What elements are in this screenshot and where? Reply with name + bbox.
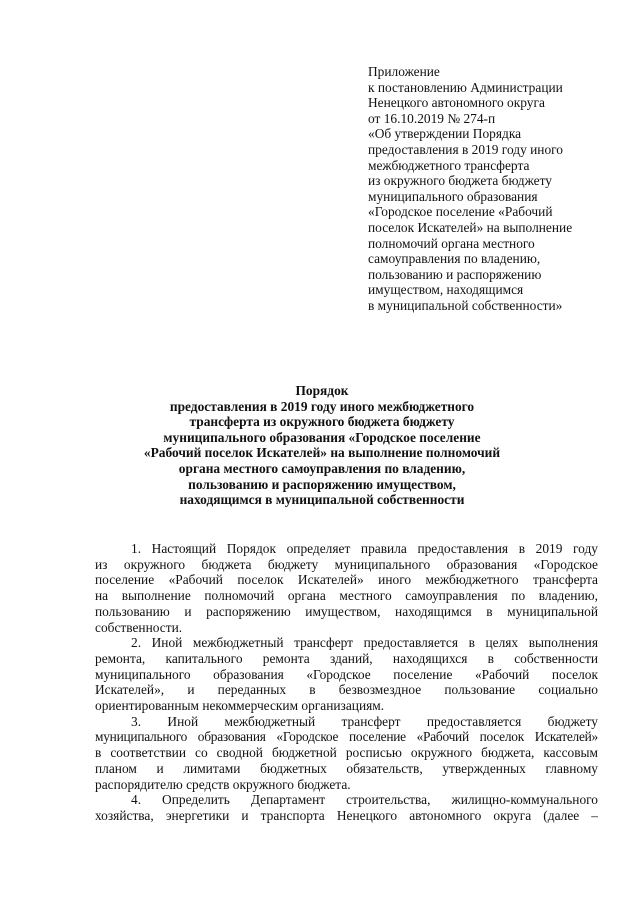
paragraph-line: хозяйства, энергетики и транспорта Ненецкого автономного округа (далее – bbox=[95, 807, 598, 823]
paragraph-line: 1. Настоящий Порядок определяет правила предоставления в 2019 году bbox=[131, 541, 598, 556]
appendix-line: Ненецкого автономного округа bbox=[368, 95, 545, 111]
paragraph-line: планом и лимитами бюджетных обязательств, утвержденных главному bbox=[95, 760, 598, 776]
title-line: предоставления в 2019 году иного межбюджетного bbox=[169, 398, 475, 414]
paragraph-line: 2. Иной межбюджетный трансферт предоставляется в целях выполнения bbox=[131, 635, 598, 651]
appendix-line: полномочий органа местного bbox=[368, 235, 535, 251]
document-title bbox=[80, 383, 564, 508]
paragraph-line: распорядителю средств окружного бюджета. bbox=[95, 776, 351, 792]
title-line: находящимся в муниципальной собственности bbox=[179, 492, 465, 508]
title-line: трансферта из окружного бюджета бюджету bbox=[189, 414, 455, 430]
paragraph-line: 3. Иной межбюджетный трансферт предоставляется бюджету bbox=[131, 713, 598, 729]
appendix-line: поселок Искателей» на выполнение bbox=[368, 219, 573, 235]
paragraph-line: в соответствии со сводной бюджетной росписью окружного бюджета, кассовым bbox=[95, 745, 598, 761]
appendix-line: из окружного бюджета бюджету bbox=[368, 173, 552, 189]
title-line: «Рабочий поселок Искателей» на выполнение полномочий bbox=[143, 445, 501, 461]
appendix-line: от 16.10.2019 № 274-п bbox=[368, 110, 496, 126]
appendix-line: предоставления в 2019 году иного bbox=[368, 141, 563, 157]
paragraph-line: из окружного бюджета бюджету муниципального образования «Городское bbox=[95, 556, 598, 572]
appendix-line: «Городское поселение «Рабочий bbox=[368, 204, 553, 220]
title-line: органа местного самоуправления по владению, bbox=[178, 460, 466, 476]
appendix-line: «Об утверждении Порядка bbox=[368, 126, 522, 142]
title-line: пользованию и распоряжению имуществом, bbox=[188, 476, 456, 492]
paragraph-1 bbox=[95, 541, 598, 635]
paragraph-line: на выполнение полномочий органа местного самоуправления по владению, bbox=[95, 588, 598, 604]
paragraph-2 bbox=[95, 635, 598, 714]
appendix-line: пользованию и распоряжению bbox=[368, 266, 542, 282]
paragraph-line: Искателей», и переданных в безвозмездное пользование социально bbox=[95, 682, 598, 698]
paragraph-line: собственности. bbox=[95, 619, 183, 635]
appendix-line: самоуправления по владению, bbox=[368, 251, 541, 267]
paragraph-line: ремонта, капитального ремонта зданий, находящихся в собственности bbox=[95, 650, 598, 666]
title-line: муниципального образования «Городское поселение bbox=[163, 429, 481, 445]
appendix-line: Приложение bbox=[368, 64, 440, 79]
appendix-line: имуществом, находящимся bbox=[368, 282, 524, 298]
paragraph-line: 4. Определить Департамент строительства, жилищно-коммунального bbox=[131, 792, 598, 808]
paragraph-line: муниципального образования «Городское поселение «Рабочий поселок Искателей» bbox=[95, 729, 598, 745]
paragraph-line: ориентированным некоммерческим организациям. bbox=[95, 698, 385, 714]
title-line: Порядок bbox=[295, 383, 349, 398]
appendix-block bbox=[368, 64, 618, 314]
appendix-line: межбюджетного трансферта bbox=[368, 157, 530, 173]
paragraph-line: поселение «Рабочий поселок Искателей» иного межбюджетного трансферта bbox=[95, 572, 598, 588]
paragraph-line: пользованию и распоряжению имуществом, находящимся в муниципальной bbox=[95, 603, 598, 619]
paragraph-3 bbox=[95, 714, 598, 793]
appendix-line: в муниципальной собственности» bbox=[368, 297, 563, 313]
paragraph-line: муниципального образования «Городское поселение «Рабочий поселок bbox=[95, 666, 598, 682]
appendix-line: к постановлению Администрации bbox=[368, 79, 563, 95]
paragraph-4 bbox=[95, 792, 598, 823]
appendix-line: муниципального образования bbox=[368, 188, 538, 204]
document-body bbox=[95, 541, 598, 824]
